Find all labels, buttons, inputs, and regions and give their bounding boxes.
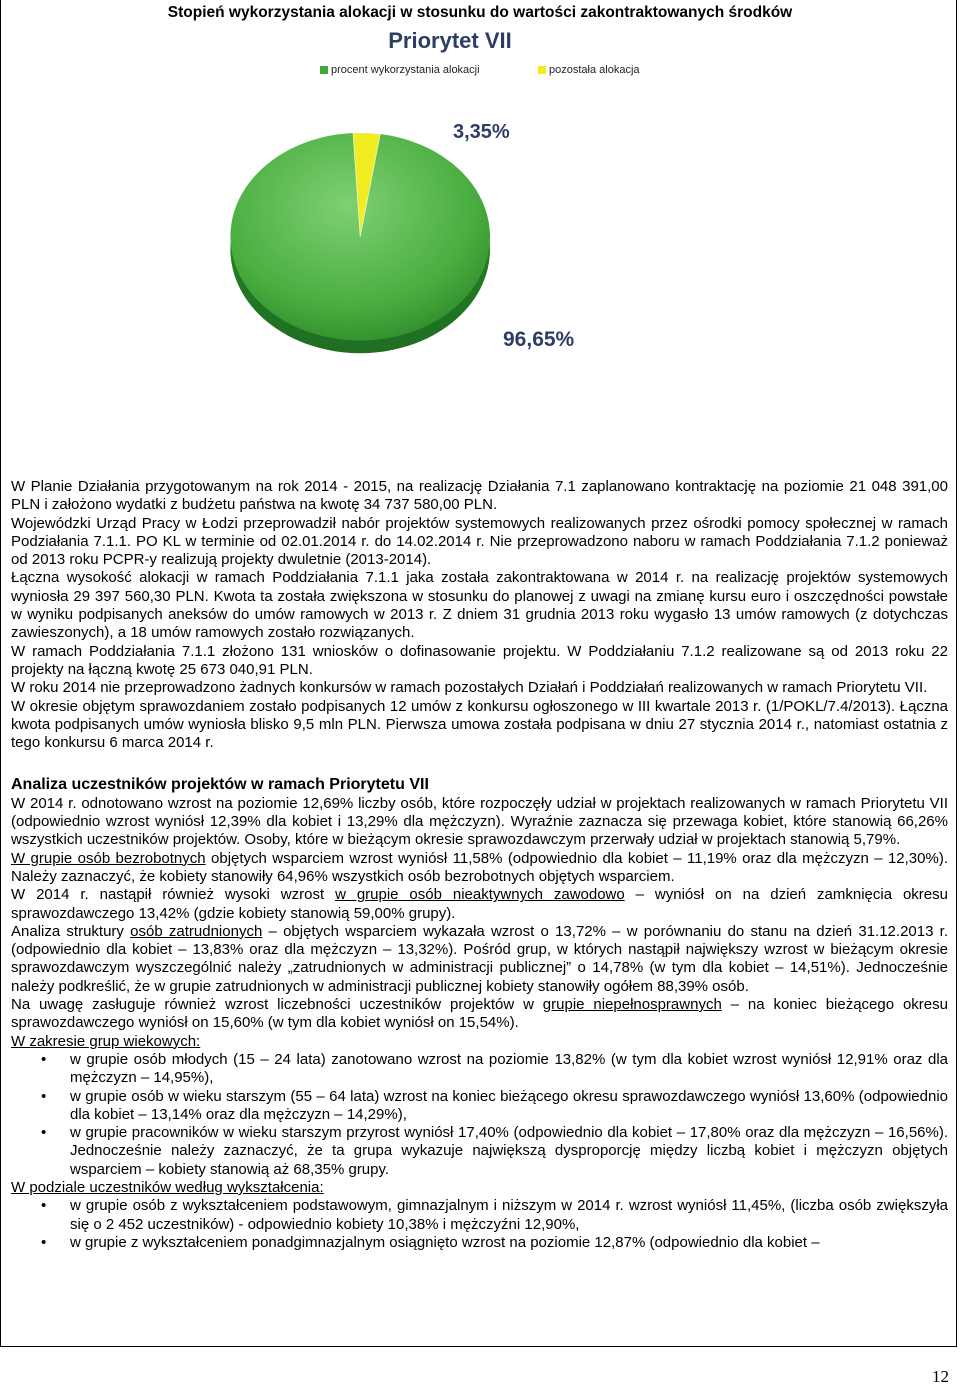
list-item: • w grupie z wykształceniem ponadgimnazjalnym osiągnięto wzrost na poziomie 12,87% (odpowiednio dla kobiet – — [41, 1233, 820, 1251]
paragraph: W 2014 r. odnotowano wzrost na poziomie 12,69% liczby osób, które rozpoczęły udział w projektach realizowanych w ramach Priorytetu VII (odpowiednio wzrost wyniósł 12,39% dla kobiet i 13,29% dla mężczyzn). Wyraźnie zaznacza się przewaga kobiet, które stanowią 66,26% wszystkich uczestników projektów. Osoby, które w bieżącym okresie sprawozdawczym przerwały udział w projektach stanowią 5,79%. — [11, 794, 948, 849]
paragraph: Wojewódzki Urząd Pracy w Łodzi przeprowadził nabór projektów systemowych realizowanych przez ośrodki pomocy społecznej w ramach Podziałania 7.1.1. PO KL w terminie od 02.01.2014 r. do 14.02.2014 r. Nie przeprowadzono naboru w ramach Poddziałania 7.1.2 ponieważ od 2013 roku PCPR-y realizują projekty dwuletnie (2013-2014). — [11, 514, 948, 569]
underlined-phrase: w grupie osób nieaktywnych zawodowo — [335, 886, 625, 904]
pie-chart — [300, 28, 640, 428]
paragraph: W 2014 r. nastąpił również wysoki wzrost w grupie osób nieaktywnych zawodowo – wyniósł on na dzień zamknięcia okresu sprawozdawczego 13,42% (gdzie kobiety stanowią 59,00% grupy). — [11, 886, 948, 922]
legend-item-remaining — [538, 64, 640, 76]
list-item: • w grupie osób z wykształceniem podstawowym, gimnazjalnym i niższym w 2014 r. wzrost wyniósł 11,45%, (liczba osób zwiększyła się o 2 452 uczestników) - odpowiednio kobiety 10,38% i mężczyźni 12,90%, — [41, 1197, 948, 1233]
chart-title: Priorytet VII — [388, 28, 512, 53]
paragraph: W Planie Działania przygotowanym na rok 2014 - 2015, na realizację Działania 7.1 zaplanowano kontraktację na poziomie 21 048 391,00 PLN i założono wydatki z budżetu państwa na kwotę 34 737 580,00 PLN. — [11, 478, 948, 514]
paragraph: W grupie osób bezrobotnych objętych wsparciem wzrost wyniósł 11,58% (odpowiednio dla kobiet – 11,19% oraz dla mężczyzn – 12,30%). Należy zaznaczyć, że kobiety stanowiły 64,96% wszystkich osób bezrobotnych objętych wsparciem. — [11, 849, 948, 885]
education-list — [11, 1197, 948, 1252]
underlined-phrase: grupie niepełnosprawnych — [542, 996, 722, 1014]
list-item: • w grupie osób w wieku starszym (55 – 64 lata) wzrost na koniec bieżącego okresu sprawozdawczego wyniósł 13,60% (odpowiednio dla kobiet – 13,14% oraz dla mężczyzn – 14,29%), — [41, 1087, 948, 1123]
education-heading: W podziale uczestników według wykształcenia: — [11, 1178, 324, 1196]
bullet-icon: • — [41, 1197, 47, 1215]
underlined-phrase: W grupie osób bezrobotnych — [11, 849, 206, 867]
paragraph: W roku 2014 nie przeprowadzono żadnych konkursów w ramach pozostałych Działań i Poddziałań realizowanych w ramach Priorytetu VII. — [11, 679, 928, 697]
bullet-icon: • — [41, 1124, 47, 1142]
paragraph: Na uwagę zasługuje również wzrost liczebności uczestników projektów w grupie niepełnosprawnych – na koniec bieżącego okresu sprawozdawczego wyniósł on 15,60% (w tym dla kobiet wyniósł on 15,54%). — [11, 996, 948, 1032]
slice-label-remaining: 3,35% — [453, 121, 510, 143]
legend-swatch-remaining — [538, 66, 546, 74]
legend-label-remaining: pozostała alokacja — [549, 64, 640, 76]
list-item: • w grupie pracowników w wieku starszym przyrost wyniósł 17,40% (odpowiednio dla kobiet – 17,80% oraz dla mężczyzn – 16,56%). Jednocześnie należy zaznaczyć, że ta grupa wykazuje największą dysproporcję między liczbą kobiet i mężczyzn objętych wsparciem – kobiety stanowią aż 68,35% grupy. — [41, 1124, 948, 1178]
paragraph: W ramach Poddziałania 7.1.1 złożono 131 wniosków o dofinasowanie projektu. W Poddziałaniu 7.1.2 realizowane są od 2013 roku 22 projekty na łączną kwotę 25 673 040,91 PLN. — [11, 642, 948, 678]
body-text — [11, 478, 948, 1252]
slice-label-used: 96,65% — [503, 328, 575, 351]
paragraph: Analiza struktury osób zatrudnionych – objętych wsparciem wykazała wzrost o 13,72% – w porównaniu do stanu na dzień 31.12.2013 r. (odpowiednio dla kobiet – 13,83% oraz dla mężczyzn – 13,32%). Pośród grup, w których nastąpił największy wzrost w bieżącym okresie sprawozdawczym wyszczególnić należy „zatrudnionych w administracji publicznej” o 14,78% (w tym dla kobiet – 14,51%). Jednocześnie należy podkreślić, że w grupie zatrudnionych w administracji publicznej kobiety stanowiły ogółem 88,39% osób. — [11, 922, 948, 995]
underlined-phrase: osób zatrudnionych — [130, 922, 263, 940]
page-heading: Stopień wykorzystania alokacji w stosunku do wartości zakontraktowanych środków — [167, 4, 793, 21]
age-groups-heading: W zakresie grup wiekowych: — [11, 1032, 201, 1050]
age-groups-list — [11, 1051, 948, 1179]
pie-svg — [190, 28, 490, 428]
list-item: • w grupie osób młodych (15 – 24 lata) zanotowano wzrost na poziomie 13,82% (w tym dla kobiet wzrost wyniósł 12,91% oraz dla mężczyzn – 14,95%), — [41, 1050, 948, 1087]
page-number: 12 — [932, 1367, 949, 1386]
bullet-icon: • — [41, 1233, 47, 1251]
legend-label-used: procent wykorzystania alokacji — [331, 64, 480, 76]
paragraph: W okresie objętym sprawozdaniem zostało podpisanych 12 umów z konkursu ogłoszonego w III kwartale 2013 r. (1/POKL/7.4/2013). Łączna kwota podpisanych umów wyniosła blisko 9,5 mln PLN. Pierwsza umowa została podpisana w dniu 27 stycznia 2014 r., natomiast ostatnia z tego konkursu 6 marca 2014 r. — [11, 697, 948, 752]
section-title: Analiza uczestników projektów w ramach Priorytetu VII — [11, 776, 429, 794]
paragraph: Łączna wysokość alokacji w ramach Poddziałania 7.1.1 jaka została zakontraktowana w 2014 r. na realizację projektów systemowych wyniosła 29 397 560,30 PLN. Kwota ta została zwiększona w stosunku do planowej z uwagi na zmianę kursu euro i oszczędności powstałe w wyniku podpisanych aneksów do umów ramowych w 2013 r. Z dniem 31 grudnia 2013 roku wygasło 13 umów ramowych (z dotychczas zawieszonych), a 18 umów ramowych zostało rozwiązanych. — [11, 569, 948, 642]
bullet-icon: • — [41, 1087, 47, 1105]
bullet-icon: • — [41, 1050, 47, 1068]
